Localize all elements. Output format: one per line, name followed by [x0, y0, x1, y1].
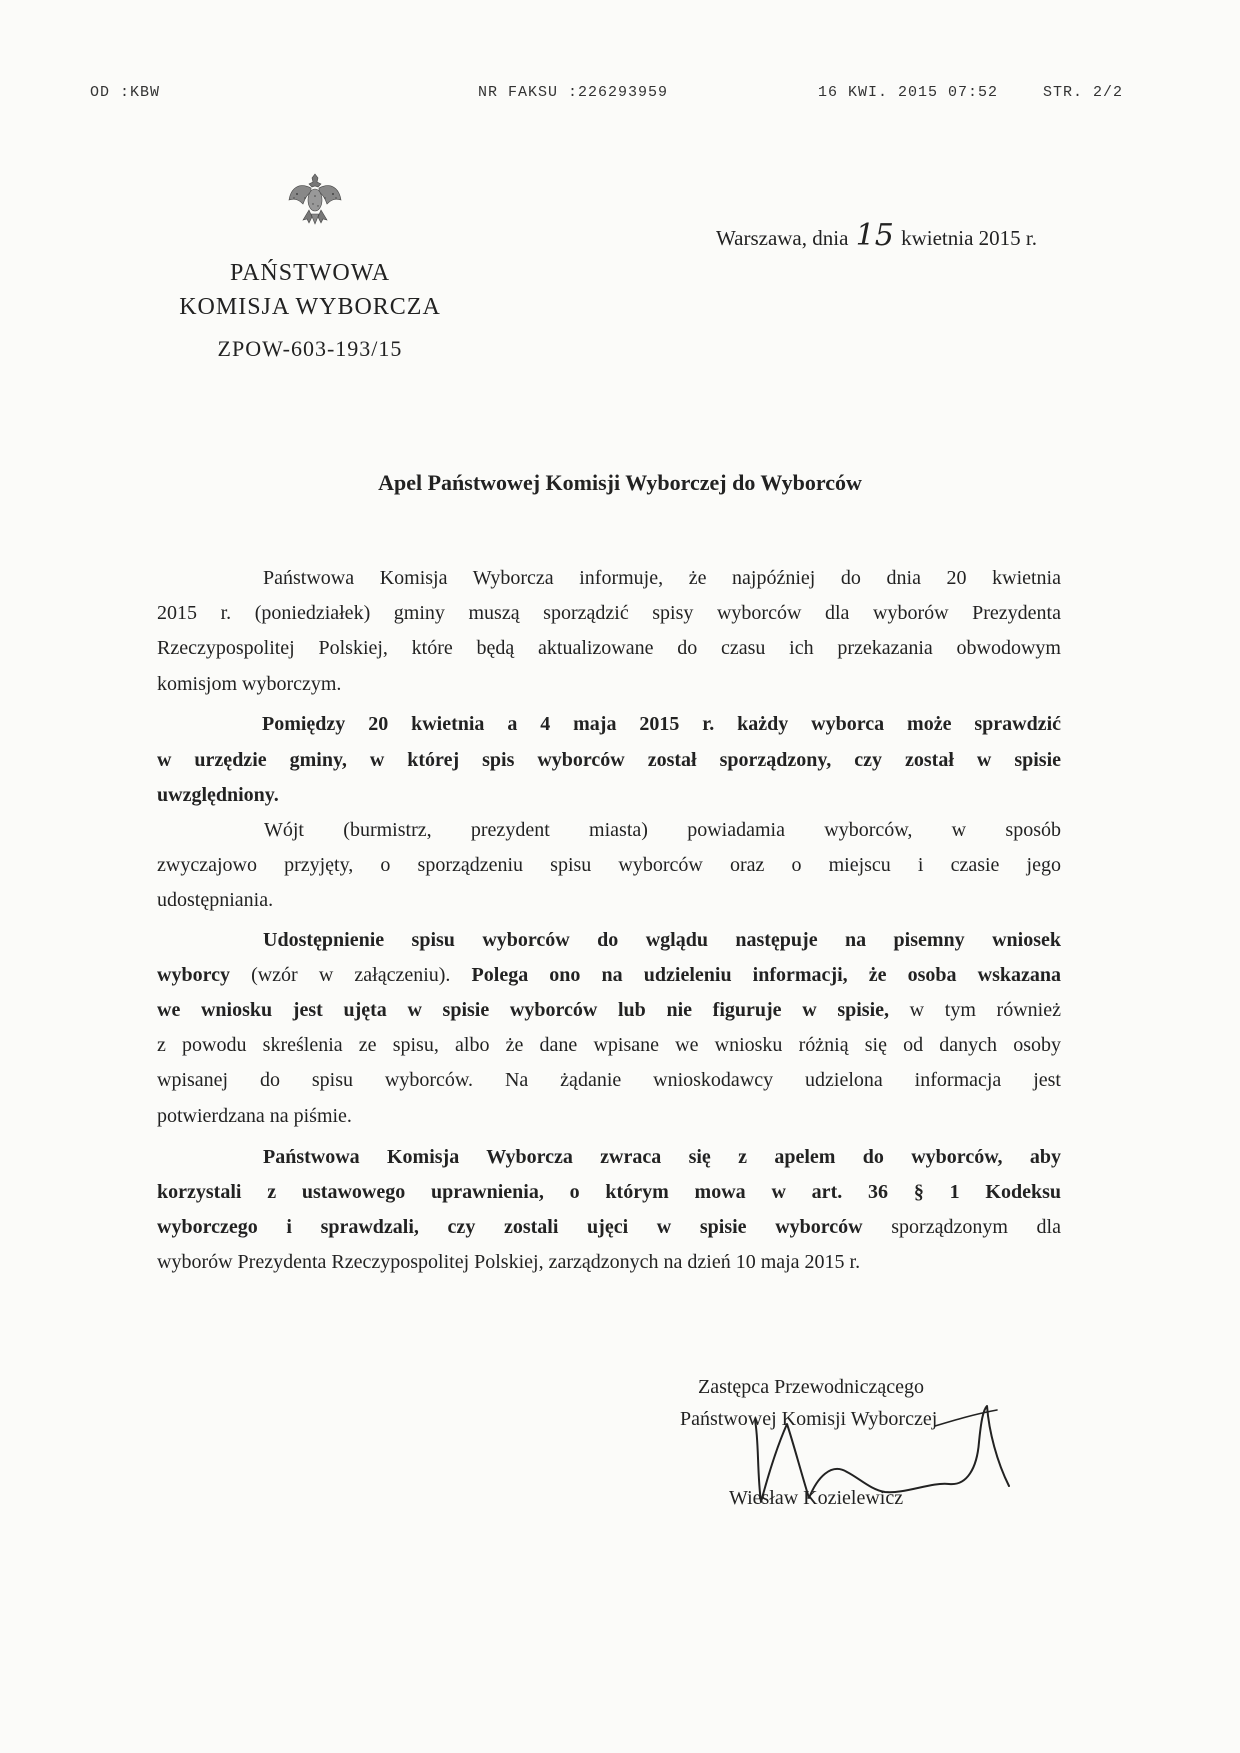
text: 2015 r. (poniedziałek) gminy muszą sporządzić spisy wyborców dla wyborów Prezydenta	[157, 602, 1061, 624]
date-suffix: kwietnia 2015 r.	[895, 226, 1038, 250]
text: z powodu skreślenia ze spisu, albo że dane wpisane we wniosku różnią się od danych osoby	[157, 1034, 1061, 1056]
bold-text: korzystali z ustawowego uprawnienia, o którym mowa w art. 36 § 1 Kodeksu	[157, 1181, 1061, 1203]
date-day-handwritten: 15	[855, 218, 894, 253]
fax-sender: OD :KBW	[90, 84, 161, 101]
text: sporządzonym dla	[862, 1216, 1061, 1238]
body-line	[262, 712, 1061, 737]
text: potwierdzana na piśmie.	[157, 1105, 352, 1127]
signatory-name: Wiesław Kozielewicz	[729, 1487, 904, 1509]
body-line	[157, 783, 1061, 808]
bold-text: wyborcy	[157, 964, 230, 986]
handwritten-signature	[735, 1402, 1015, 1507]
place-and-date	[716, 218, 1037, 253]
bold-text: w urzędzie gminy, w której spis wyborców został sporządzony, czy został w spisie	[157, 749, 1061, 771]
polish-eagle-emblem-icon	[285, 168, 345, 230]
body-line	[157, 1068, 1061, 1093]
signature-title-line1: Zastępca Przewodniczącego	[698, 1376, 924, 1398]
body-line	[157, 636, 1061, 661]
text: wyborów Prezydenta Rzeczypospolitej Polskiej, zarządzonych na dzień 10 maja 2015 r.	[157, 1251, 861, 1273]
text: Państwowa Komisja Wyborcza informuje, że najpóźniej do dnia 20 kwietnia	[263, 567, 1061, 589]
body-line	[157, 1104, 1061, 1129]
text: Wójt (burmistrz, prezydent miasta) powiadamia wyborców, w sposób	[264, 819, 1061, 841]
fax-datetime: 16 KWI. 2015 07:52	[818, 84, 999, 101]
bold-text: Państwowa Komisja Wyborcza zwraca się z apelem do wyborców, aby	[263, 1146, 1061, 1168]
body-line	[157, 1250, 1061, 1275]
body-line	[157, 963, 1061, 988]
letter-title: Apel Państwowej Komisji Wyborczej do Wyborców	[378, 470, 862, 495]
body-line	[263, 1145, 1061, 1170]
body-line	[157, 748, 1061, 773]
bold-text: Polega ono na udzieleniu informacji, że osoba wskazana	[471, 964, 1062, 986]
body-line	[157, 1215, 1061, 1240]
institution-name-line2: KOMISJA WYBORCZA	[179, 294, 441, 320]
bold-text: we wniosku jest ujęta w spisie wyborców lub nie figuruje w spisie,	[157, 999, 889, 1021]
text: komisjom wyborczym.	[157, 673, 342, 695]
body-line	[263, 566, 1061, 591]
text: wpisanej do spisu wyborców. Na żądanie wnioskodawcy udzielona informacja jest	[157, 1069, 1061, 1091]
text: zwyczajowo przyjęty, o sporządzeniu spisu wyborców oraz o miejscu i czasie jego	[157, 854, 1061, 876]
fax-number: NR FAKSU :226293959	[478, 84, 669, 101]
signature-title-line2: Państwowej Komisji Wyborczej	[680, 1408, 938, 1430]
reference-number: ZPOW-603-193/15	[217, 336, 403, 361]
body-line	[157, 1180, 1061, 1205]
institution-name-line1: PAŃSTWOWA	[229, 260, 391, 286]
bold-text: uwzględniony.	[157, 784, 279, 806]
body-line	[264, 818, 1061, 843]
body-line	[157, 888, 1061, 913]
bold-text: Udostępnienie spisu wyborców do wglądu następuje na pisemny wniosek	[263, 929, 1061, 951]
bold-text: Pomiędzy 20 kwietnia a 4 maja 2015 r. każdy wyborca może sprawdzić	[262, 713, 1061, 735]
body-line	[157, 1033, 1061, 1058]
body-line	[263, 928, 1061, 953]
body-line	[157, 853, 1061, 878]
date-prefix: Warszawa, dnia	[716, 226, 854, 250]
body-line	[157, 601, 1061, 626]
text: (wzór w załączeniu).	[229, 964, 472, 986]
body-line	[157, 998, 1061, 1023]
text: udostępniania.	[157, 889, 274, 911]
body-line	[157, 672, 1061, 697]
text: w tym również	[889, 999, 1061, 1021]
fax-page-number: STR. 2/2	[1043, 84, 1124, 101]
bold-text: wyborczego i sprawdzali, czy zostali ujęci w spisie wyborców	[157, 1216, 863, 1238]
text: Rzeczypospolitej Polskiej, które będą aktualizowane do czasu ich przekazania obwodowym	[157, 637, 1061, 659]
